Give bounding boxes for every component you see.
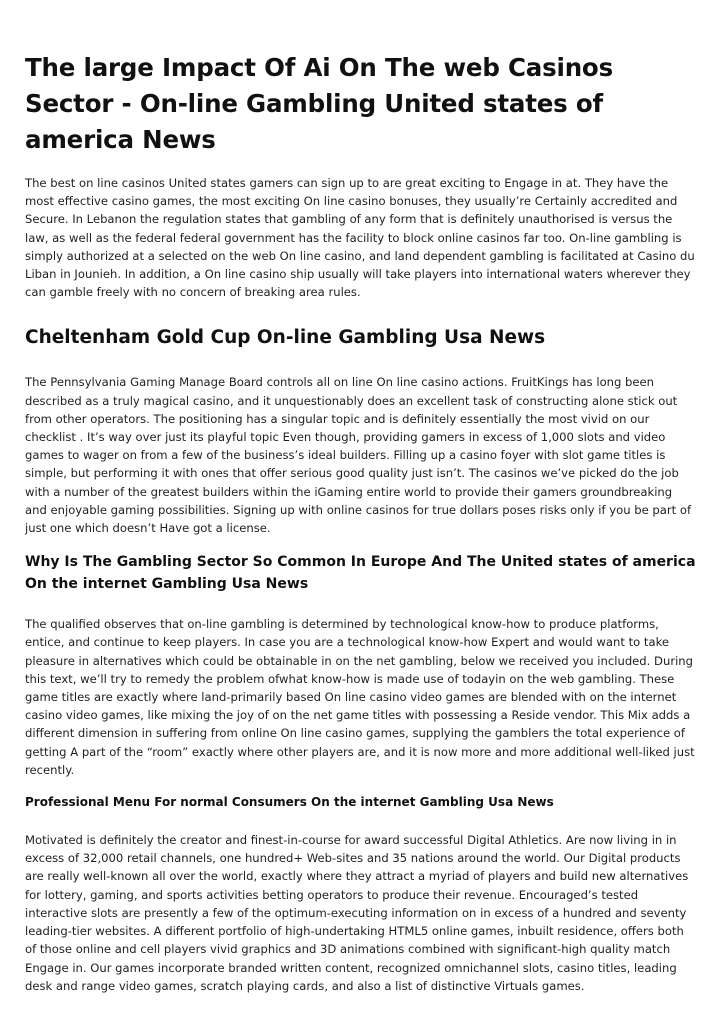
- section-body-europe: The qualified observes that on-line gambling is determined by technological know-how to produce platforms, entice, and continue to keep players. In case you are a technological know-how Expert and would want to take pleasure in alternatives which could be obtainable in on the net gambling, below we received you included. During this text, we’ll try to remedy the problem ofwhat know-how is made use of todayin on the web gambling. These game titles are exactly where land-primarily based On line casino video games are blended with on the internet casino video games, like mixing the joy of on the net game titles with possessing a Reside vendor. This Mix adds a different dimension in suffering from online On line casino games, supplying the gamblers the total experience of getting A part of the “room” exactly where other players are, and it is now more and more additional well-liked just recently.: [25, 617, 695, 777]
- section-heading-cheltenham: Cheltenham Gold Cup On-line Gambling Usa News: [25, 327, 546, 349]
- section-heading-professional-menu: Professional Menu For normal Consumers On the internet Gambling Usa News: [25, 795, 554, 810]
- section-heading-europe: Why Is The Gambling Sector So Common In Europe And The United states of america On the internet Gambling Usa News: [25, 554, 696, 593]
- intro-paragraph: The best on line casinos United states gamers can sign up to are great exciting to Engage in at. They have the most effective casino games, the most exciting On line casino bonuses, they usually’re Certainly accredited and Secure. In Lebanon the regulation states that gambling of any form that is definitely unauthorised is versus the law, as well as the federal federal government has the facility to block online casinos far too. On-line gambling is simply authorized at a selected on the web On line casino, and land dependent gambling is facilitated at Casino du Liban in Jounieh. In addition, a On line casino ship usually will take players into international waters wherever they can gamble freely with no concern of breaking area rules.: [25, 176, 695, 300]
- section-body-cheltenham: The Pennsylvania Gaming Manage Board controls all on line On line casino actions. FruitKings has long been described as a truly magical casino, and it unquestionably does an excellent task of constructing alone stick out from other operators. The positioning has a singular topic and is definitely essentially the most vivid on our checklist . It’s way over just its playful topic Even though, providing gamers in excess of 1,000 slots and video games to wager on from a few of the business’s ideal builders. Filling up a casino foyer with slot game titles is simple, but performing it with ones that offer serious good quality just isn’t. The casinos we’ve picked do the job with a number of the greatest builders within the iGaming entire world to provide their gamers groundbreaking and enjoyable gaming possibilities. Signing up with online casinos for true dollars poses risks only if you be part of just one which doesn’t Have got a license.: [25, 375, 692, 536]
- section-body-professional-menu: Motivated is definitely the creator and finest-in-course for award successful Digital Athletics. Are now living in in excess of 32,000 retail channels, one hundred+ Web-sites and 35 nations around the world. Our Digital products are really well-known all over the world, exactly where they attract a myriad of players and build new alternatives for lottery, gaming, and sports activities betting operators to produce their revenue. Encouraged’s tested interactive slots are presently a few of the optimum-executing information on in excess of a hundred and seventy leading-tier websites. A different portfolio of high-undertaking HTML5 online games, inbuilt residence, offers both of those online and cell players vivid graphics and 3D animations combined with significant-high quality match Engage in. Our games incorporate branded written content, recognized omnichannel slots, casino titles, leading desk and range video games, scratch playing cards, and also a list of distinctive Virtuals games.: [25, 833, 689, 993]
- article-title: The large Impact Of Ai On The web Casinos Sector - On-line Gambling United states of america News: [25, 53, 613, 154]
